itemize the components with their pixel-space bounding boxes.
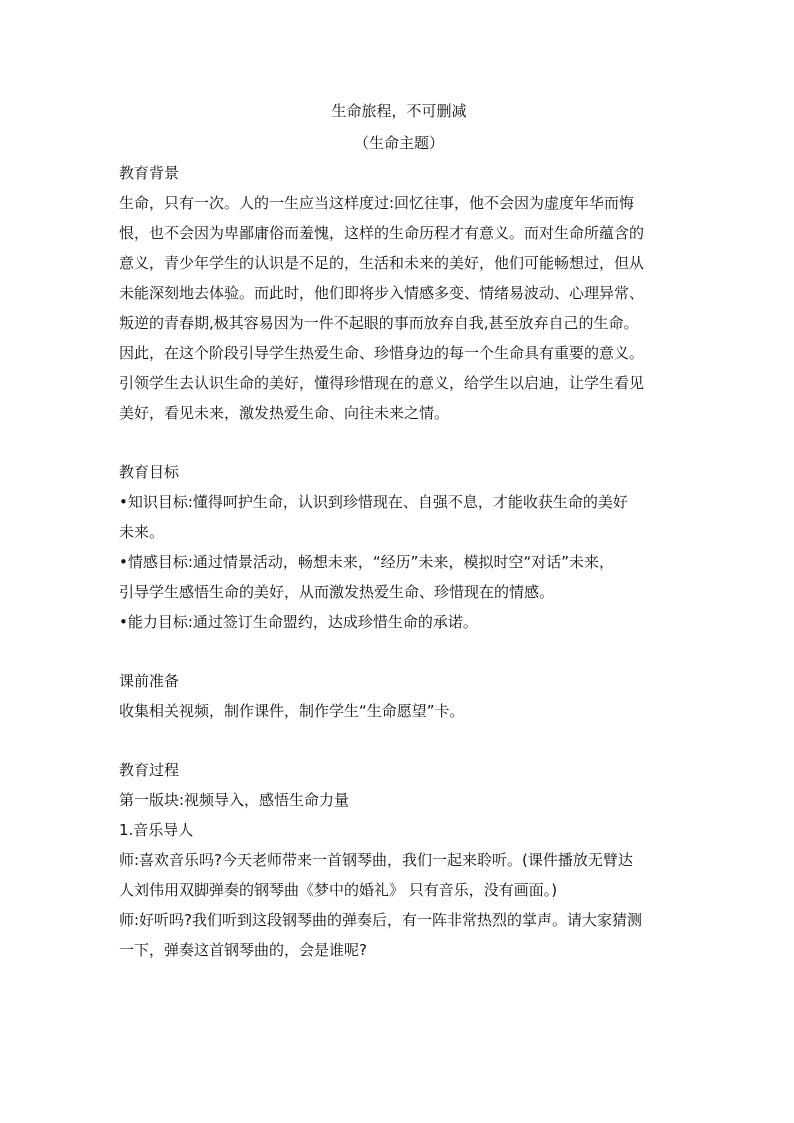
process-line: 人刘伟用双脚弹奏的钢琴曲《梦中的婚礼》 只有音乐，没有画面。) — [119, 881, 558, 899]
background-line: 恨，也不会因为卑鄙庸俗而羞愧，这样的生命历程才有意义。而对生命所蕴含的 — [119, 224, 645, 242]
goal-ability-line: •能力目标:通过签订生命盟约，达成珍惜生命的承诺。 — [119, 613, 478, 631]
background-line: 因此，在这个阶段引导学生热爱生命、珍惜身边的每一个生命具有重要的意义。 — [119, 344, 645, 362]
background-line: 意义，青少年学生的认识是不足的，生活和未来的美好，他们可能畅想过，但从 — [119, 254, 645, 272]
background-paragraph — [119, 188, 679, 428]
goal-knowledge-line: •知识目标:懂得呵护生命，认识到珍惜现在、自强不息，才能收获生命的美好 — [119, 493, 628, 511]
document-title: 生命旅程，不可删减 — [331, 102, 467, 120]
process-line: 1.音乐导人 — [119, 821, 194, 839]
section-background — [119, 158, 679, 428]
background-line: 美好，看见未来，激发热爱生命、向往未来之情。 — [119, 404, 450, 422]
process-line: 第一版块:视频导入，感悟生命力量 — [119, 791, 350, 809]
section-goals — [119, 457, 679, 637]
section-spacer — [119, 726, 679, 755]
section-heading-process: 教育过程 — [119, 761, 180, 779]
background-line: 叛逆的青春期,极其容易因为一件不起眼的事而放弃自我,甚至放弃自己的生命。 — [119, 314, 639, 332]
preparation-line: 收集相关视频，制作课件，制作学生“生命愿望”卡。 — [119, 702, 465, 720]
section-spacer — [119, 428, 679, 457]
background-line: 未能深刻地去体验。而此时，他们即将步入情感多变、情绪易波动、心理异常、 — [119, 284, 645, 302]
document-page — [119, 96, 679, 965]
document-subtitle: （生命主题） — [353, 134, 444, 152]
goal-emotion-line: •情感目标:通过情景活动，畅想未来，“经历”未来，模拟时空“对话”未来， — [119, 553, 614, 571]
section-spacer — [119, 637, 679, 666]
section-preparation — [119, 666, 679, 726]
section-process — [119, 755, 679, 965]
process-line: 一下，弹奏这首钢琴曲的，会是谁呢? — [119, 941, 367, 959]
process-line: 师:好听吗?我们听到这段钢琴曲的弹奏后，有一阵非常热烈的掌声。请大家猜测 — [119, 911, 643, 929]
section-heading-preparation: 课前准备 — [119, 672, 180, 690]
goal-knowledge-line-cont: 未来。 — [119, 523, 165, 541]
section-heading-goals: 教育目标 — [119, 463, 180, 481]
goal-emotion-line-cont: 引导学生感悟生命的美好，从而激发热爱生命、珍惜现在的情感。 — [119, 583, 555, 601]
process-line: 师:喜欢音乐吗?今天老师带来一首钢琴曲，我们一起来聆听。(课件播放无臂达 — [119, 851, 633, 869]
section-heading-background: 教育背景 — [119, 164, 180, 182]
background-line: 生命，只有一次。人的一生应当这样度过:回忆往事，他不会因为虚度年华而悔 — [119, 194, 635, 212]
background-line: 引领学生去认识生命的美好，懂得珍惜现在的意义，给学生以启迪，让学生看见 — [119, 374, 645, 392]
